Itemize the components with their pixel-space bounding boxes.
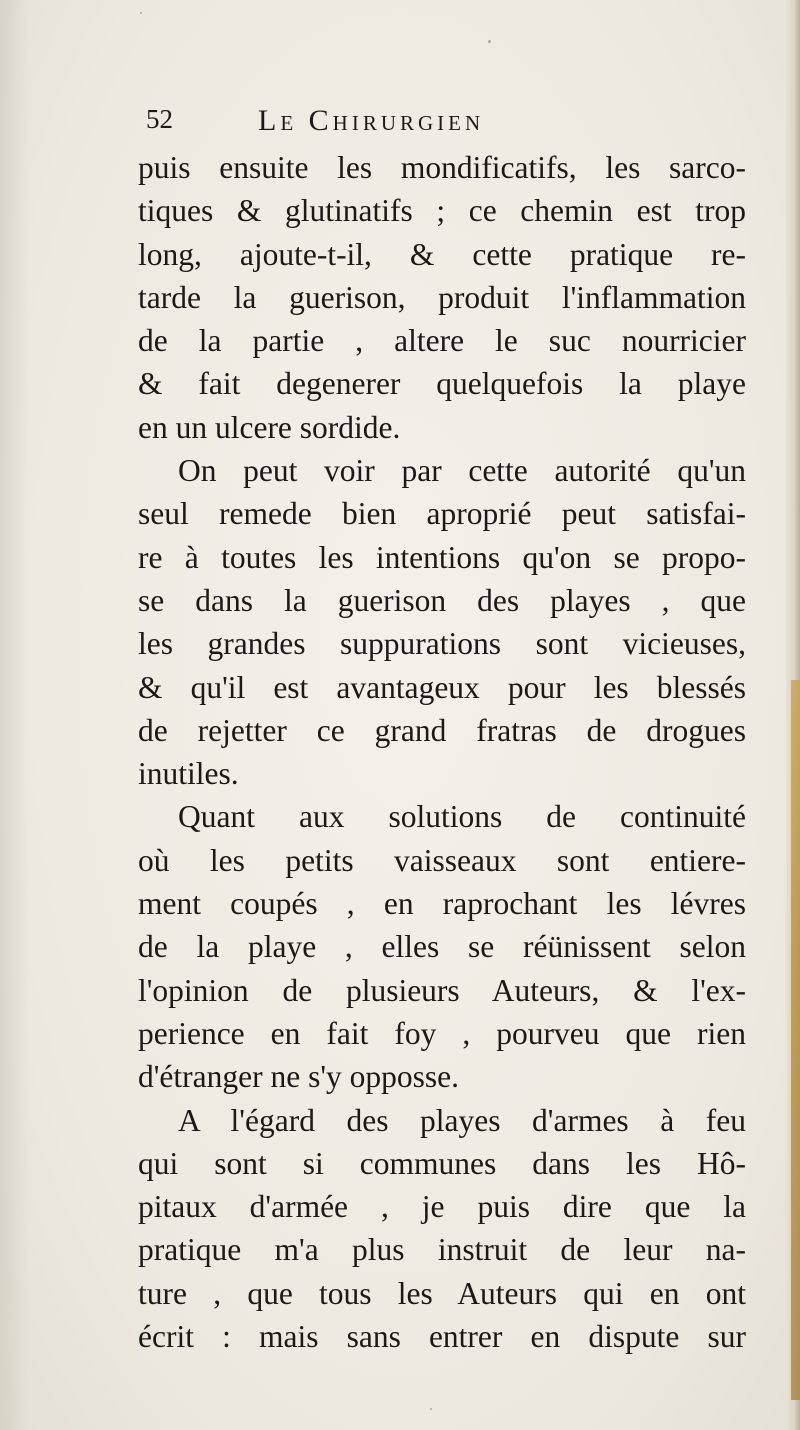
body-text <box>138 146 746 1358</box>
text-line: pitaux d'armée , je puis dire que la <box>138 1189 746 1225</box>
text-line: en un ulcere sordide. <box>138 409 401 445</box>
text-line: où les petits vaisseaux sont entiere- <box>138 842 746 878</box>
text-line: & fait degenerer quelquefois la playe <box>138 366 746 402</box>
paper-speck <box>430 1408 432 1410</box>
paragraph <box>138 146 746 449</box>
text-line: ment coupés , en raprochant les lévres <box>138 886 746 922</box>
paper-speck <box>140 12 142 14</box>
gilded-edge-strip <box>791 680 800 1400</box>
paragraph <box>138 449 746 795</box>
text-line: A l'égard des playes d'armes à feu <box>178 1102 746 1138</box>
paragraph <box>138 795 746 1098</box>
running-title: Le Chirurgien <box>258 104 485 137</box>
text-line: puis ensuite les mondificatifs, les sarco- <box>138 150 746 185</box>
text-line: pratique m'a plus instruit de leur na- <box>138 1232 746 1268</box>
text-line: tarde la guerison, produit l'inflammation <box>138 279 746 315</box>
text-line: de la playe , elles se réünissent selon <box>138 929 746 965</box>
text-line: On peut voir par cette autorité qu'un <box>178 453 746 489</box>
text-line: seul remede bien aproprié peut satisfai- <box>138 496 746 532</box>
running-head <box>146 104 746 144</box>
text-line: les grandes suppurations sont vicieuses, <box>138 626 746 662</box>
paper-speck <box>488 40 491 43</box>
text-line: de rejetter ce grand fratras de drogues <box>138 712 746 748</box>
text-line: ture , que tous les Auteurs qui en ont <box>138 1275 746 1311</box>
text-line: l'opinion de plusieurs Auteurs, & l'ex- <box>138 972 746 1008</box>
text-line: inutiles. <box>138 756 239 792</box>
text-line: d'étranger ne s'y opposse. <box>138 1059 460 1095</box>
gutter-shadow <box>0 0 30 1430</box>
text-line: se dans la guerison des playes , que <box>138 582 746 618</box>
text-line: & qu'il est avantageux pour les blessés <box>138 669 746 705</box>
paragraph <box>138 1099 746 1359</box>
text-line: Quant aux solutions de continuité <box>178 799 746 835</box>
text-line: de la partie , altere le suc nourricier <box>138 323 746 359</box>
text-line: qui sont si communes dans les Hô- <box>138 1145 746 1181</box>
page-number: 52 <box>146 104 173 134</box>
text-line: perience en fait foy , pourveu que rien <box>138 1015 746 1051</box>
text-line: écrit : mais sans entrer en dispute sur <box>138 1319 746 1355</box>
text-line: tiques & glutinatifs ; ce chemin est trop <box>138 193 746 229</box>
text-line: long, ajoute-t-il, & cette pratique re- <box>138 236 746 272</box>
text-line: re à toutes les intentions qu'on se propo- <box>138 539 746 575</box>
